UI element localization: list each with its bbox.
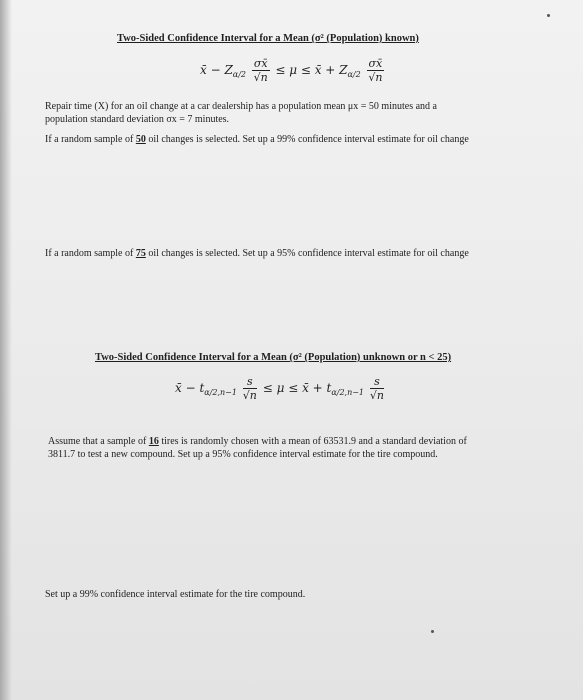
formula2-middle: ≤ μ ≤ x̄ + t <box>262 381 332 395</box>
section2-title: Two-Sided Confidence Interval for a Mean (σ² (Population) unknown or n < 25) <box>95 352 452 363</box>
formula2-den-left: √n <box>242 389 257 402</box>
paper-speck <box>431 630 434 633</box>
paper-speck <box>547 14 550 17</box>
question-3-line-2: 3811.7 to test a new compound. Set up a 95% confidence interval estimate for the tire compound. <box>48 449 438 460</box>
formula1-left-term: x̄ − Z <box>200 63 233 77</box>
formula2-left-term: x̄ − t <box>175 381 205 395</box>
question-3-line-1 <box>48 435 467 448</box>
formula1-num-right: σx̄ <box>368 57 383 70</box>
formula1-sub-left: α/2 <box>232 70 246 79</box>
formula2-sub-left: α/2,n−1 <box>204 388 237 397</box>
q3-sample-size: 16 <box>148 436 159 447</box>
page-shadow <box>0 0 12 700</box>
section1-formula <box>200 57 386 84</box>
formula2-num-left: s <box>243 375 257 389</box>
q1-prefix: If a random sample of <box>45 134 136 145</box>
q1-sample-size: 50 <box>135 134 146 145</box>
formula2-sub-right: α/2,n−1 <box>331 388 365 397</box>
formula1-num-left: σx̄ <box>253 57 268 70</box>
q2-prefix: If a random sample of <box>45 248 136 259</box>
intro-line-1: Repair time (X) for an oil change at a car dealership has a population mean μx = 50 minutes and a <box>45 101 437 112</box>
question-2 <box>45 247 469 260</box>
question-4: Set up a 99% confidence interval estimate for the tire compound. <box>45 589 306 600</box>
formula2-fraction-right <box>370 375 384 402</box>
section1-title: Two-Sided Confidence Interval for a Mean (σ² (Population) known) <box>117 33 419 44</box>
formula1-middle: ≤ μ ≤ x̄ + Z <box>275 63 348 77</box>
formula2-den-right: √n <box>369 389 384 402</box>
intro-line-2: population standard deviation σx = 7 minutes. <box>45 114 230 125</box>
formula2-num-right: s <box>370 375 384 389</box>
question-1 <box>45 133 469 146</box>
section2-formula <box>175 375 386 402</box>
formula1-sub-right: α/2 <box>347 70 361 79</box>
q3-prefix: Assume that a sample of <box>48 436 149 447</box>
q2-sample-size: 75 <box>135 248 146 259</box>
formula1-den-right: √n <box>368 71 383 84</box>
q2-suffix: oil changes is selected. Set up a 95% confidence interval estimate for oil change <box>145 248 469 259</box>
q1-suffix: oil changes is selected. Set up a 99% confidence interval estimate for oil change <box>145 134 469 145</box>
formula1-fraction-right <box>367 57 385 84</box>
q3-suffix: tires is randomly chosen with a mean of 63531.9 and a standard deviation of <box>158 436 467 447</box>
formula1-den-left: √n <box>253 71 268 84</box>
formula1-fraction-left <box>252 57 270 84</box>
formula2-fraction-left <box>243 375 257 402</box>
